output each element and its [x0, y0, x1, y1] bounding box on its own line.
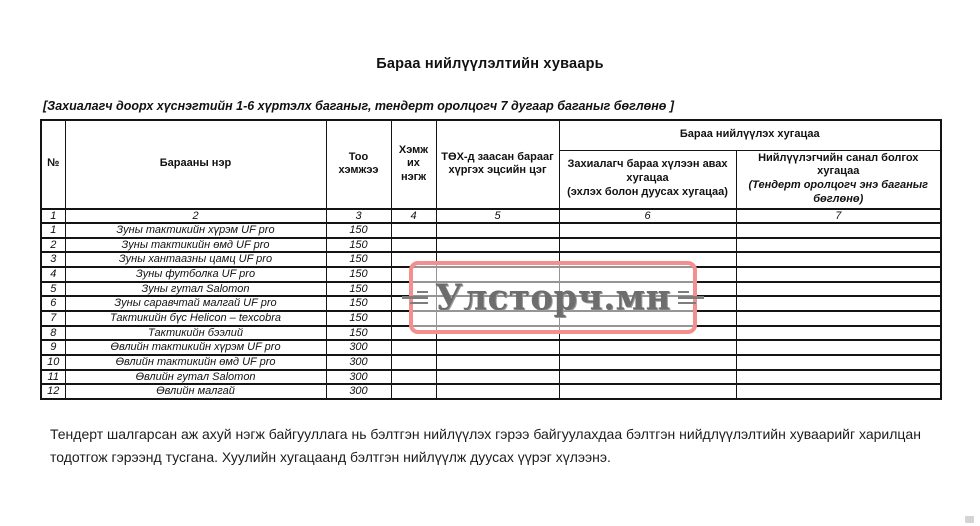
empty-cell [391, 355, 436, 370]
table-row [41, 384, 941, 399]
item-qty: 150 [326, 238, 391, 253]
empty-cell [736, 282, 941, 297]
row-no: 11 [41, 370, 65, 385]
row-no: 5 [41, 282, 65, 297]
row-no: 8 [41, 326, 65, 341]
table-row [41, 238, 941, 253]
row-no: 10 [41, 355, 65, 370]
item-qty: 150 [326, 296, 391, 311]
fill-instruction-note: [Захиалагч доорх хүснэгтийн 1-6 хүртэлх баганыг, тендерт оролцогч 7 дугаар баганыг бөглөнө ] [43, 99, 675, 113]
table-row [41, 223, 941, 238]
client-period-sub-label: (эхлэх болон дуусах хугацаа) [567, 185, 728, 198]
col-header-supplier-period [736, 150, 941, 209]
empty-cell [736, 384, 941, 399]
table-row [41, 355, 941, 370]
item-name: Зуны гутал Salomon [65, 282, 326, 297]
empty-cell [391, 384, 436, 399]
row-no: 6 [41, 296, 65, 311]
empty-cell [391, 223, 436, 238]
row-no: 9 [41, 340, 65, 355]
empty-cell [559, 223, 736, 238]
col-header-quantity: Тоо хэмжээ [326, 120, 391, 209]
item-qty: 150 [326, 282, 391, 297]
col-header-no: № [41, 120, 65, 209]
item-qty: 150 [326, 252, 391, 267]
numbering-cell: 6 [559, 209, 736, 224]
item-name: Зуны хантаазны цамц UF pro [65, 252, 326, 267]
item-name: Өвлийн тактикийн өмд UF pro [65, 355, 326, 370]
empty-cell [436, 238, 559, 253]
col-header-supply-period-group: Бараа нийлүүлэх хугацаа [559, 120, 941, 150]
empty-cell [736, 296, 941, 311]
watermark-right-wing-icon [678, 291, 704, 305]
item-name: Зуны тактикийн хүрэм UF pro [65, 223, 326, 238]
empty-cell [736, 370, 941, 385]
row-no: 3 [41, 252, 65, 267]
row-no: 7 [41, 311, 65, 326]
table-row [41, 370, 941, 385]
empty-cell [736, 355, 941, 370]
empty-cell [736, 223, 941, 238]
numbering-cell: 3 [326, 209, 391, 224]
empty-cell [436, 370, 559, 385]
item-name: Зуны саравчтай малгай UF pro [65, 296, 326, 311]
item-qty: 150 [326, 267, 391, 282]
empty-cell [736, 267, 941, 282]
empty-cell [436, 223, 559, 238]
row-no: 4 [41, 267, 65, 282]
item-name: Өвлийн малгай [65, 384, 326, 399]
item-qty: 300 [326, 355, 391, 370]
item-name: Зуны тактикийн өмд UF pro [65, 238, 326, 253]
item-name: Тактикийн бүс Helicon – texcobra [65, 311, 326, 326]
row-no: 2 [41, 238, 65, 253]
empty-cell [559, 355, 736, 370]
empty-cell [436, 340, 559, 355]
empty-cell [559, 384, 736, 399]
item-qty: 300 [326, 370, 391, 385]
numbering-cell: 7 [736, 209, 941, 224]
col-header-client-period [559, 150, 736, 209]
supplier-period-main-label: Нийлүүлэгчийн санал болгох хугацаа [758, 151, 919, 178]
empty-cell [436, 355, 559, 370]
column-numbering-row [41, 209, 941, 224]
supplier-period-sub-label: (Тендерт оролцогч энэ баганыг бөглөнө) [748, 179, 928, 205]
item-qty: 150 [326, 311, 391, 326]
footer-paragraph: Тендерт шалгарсан аж ахуй нэгж байгууллага нь бэлтгэн нийлүүлэх гэрээ байгуулахдаа бэлтгэн нийдлүүлэлтийн хуваарийг харилцан тодотгож гэрээнд тусгана. Хуулийн хугацаанд бэлтгэн нийлүүлж дуусах үүрэг хүлээнэ. [50, 426, 921, 465]
empty-cell [736, 252, 941, 267]
watermark-text: Улсторч.мн [435, 276, 671, 319]
item-name: Өвлийн гутал Salomon [65, 370, 326, 385]
empty-cell [436, 384, 559, 399]
item-qty: 300 [326, 340, 391, 355]
numbering-cell: 4 [391, 209, 436, 224]
empty-cell [736, 311, 941, 326]
client-period-main-label: Захиалагч бараа хүлээн авах хугацаа [567, 158, 728, 185]
watermark-left-wing-icon [402, 291, 428, 305]
numbering-cell: 1 [41, 209, 65, 224]
item-qty: 300 [326, 384, 391, 399]
col-header-item-name: Барааны нэр [65, 120, 326, 209]
empty-cell [559, 238, 736, 253]
page-corner-artifact [965, 516, 974, 523]
page-title: Бараа нийлүүлэлтийн хуваарь [376, 56, 604, 72]
empty-cell [559, 370, 736, 385]
empty-cell [736, 238, 941, 253]
empty-cell [736, 326, 941, 341]
item-qty: 150 [326, 326, 391, 341]
supply-schedule-table [40, 119, 942, 400]
row-no: 1 [41, 223, 65, 238]
numbering-cell: 5 [436, 209, 559, 224]
col-header-delivery-point: ТӨХ-д заасан барааг хүргэх эцсийн цэг [436, 120, 559, 209]
empty-cell [736, 340, 941, 355]
item-qty: 150 [326, 223, 391, 238]
row-no: 12 [41, 384, 65, 399]
empty-cell [391, 238, 436, 253]
ulstorch-watermark [409, 261, 697, 334]
item-name: Тактикийн бээлий [65, 326, 326, 341]
numbering-cell: 2 [65, 209, 326, 224]
empty-cell [391, 340, 436, 355]
empty-cell [391, 370, 436, 385]
item-name: Зуны футболка UF pro [65, 267, 326, 282]
col-header-unit: Хэмж их нэгж [391, 120, 436, 209]
table-row [41, 340, 941, 355]
item-name: Өвлийн тактикийн хүрэм UF pro [65, 340, 326, 355]
empty-cell [559, 340, 736, 355]
